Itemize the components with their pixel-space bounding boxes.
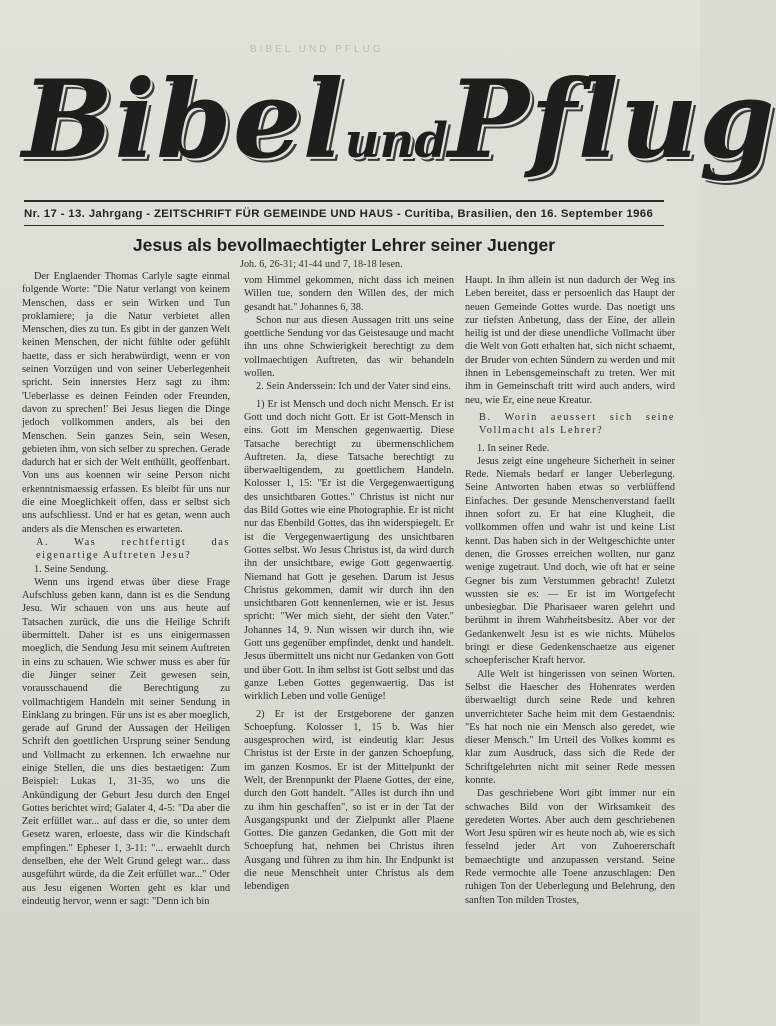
title-small: und xyxy=(344,113,448,169)
title-end: Pflug xyxy=(447,57,776,183)
paragraph: vom Himmel gekommen, nicht dass ich meinen Willen tue, sondern den Willen des, der mich gesandt hat." Johannes 6, 38. xyxy=(244,275,454,313)
title-main: Bibel xyxy=(22,57,345,183)
scripture-reference: Joh. 6, 26-31; 41-44 und 7, 18-18 lesen. xyxy=(240,259,403,270)
article-headline: Jesus als bevollmaechtigter Lehrer seiner Juenger xyxy=(132,235,556,255)
paragraph: 2) Er ist der Erstgeborene der ganzen Schoepfung. Kolosser 1, 15 b. Was hier ausgesprochen wird, ist eindeutig klar: Jesus Christus ist der Erste in der ganzen Schoepfung, im ganzen Kosmos. Er ist der Mittelpunkt der Welt, der Brennpunkt der Plaene Gottes, der eine, durch den Gott handelt. "Alles ist durch ihn und zu ihm hin geschaffen", so ist er in der Tat der Ausgangspunkt und der Zielpunkt aller Plaene Gottes. Die ganzen Gedanken, die Gott mit der Schoepfung hat, nehmen bei Christus ihren Ausgang und führen zu ihm hin. Ihr Endpunkt ist die neue Menschheit unter Christus als dem lebendigen xyxy=(244,708,454,893)
masthead xyxy=(0,40,776,205)
text-column-3 xyxy=(465,274,675,1026)
subsection-heading: 1. In seiner Rede. xyxy=(477,442,550,454)
paragraph: Schon nur aus diesen Aussagen tritt uns seine goettliche Sendung vor das Geistesauge und macht ihn uns ohne Schwierigkeit berechtigt zu dem vollmaechtigen Auftreten, das wir behandeln wollen. xyxy=(244,314,454,380)
ghost-line: BIBEL UND PFLUG xyxy=(250,44,384,55)
subsection-heading: 1. Seine Sendung. xyxy=(34,563,109,575)
paragraph: Alle Welt ist hingerissen von seinen Worten. Selbst die Haescher des Hohenrates werden überwaeltigt durch seine Rede und kehren unverrichteter Sache heim mit dem Gestaendnis: "Es hat noch nie ein Mensch also geredet, wie dieser Mensch." Im Urteil des Volkes kommt es klar zum Ausdruck, dass sich die Rede der Schriftgelehrten nicht mit seiner Rede messen konnte. xyxy=(465,668,675,786)
section-heading: B. Worin aeussert sich seine Vollmacht als Lehrer? xyxy=(479,411,675,437)
issue-line: Nr. 17 - 13. Jahrgang - ZEITSCHRIFT FÜR GEMEINDE UND HAUS - Curitiba, Brasilien, den 16. September 1966 xyxy=(24,208,654,220)
paragraph: Das geschriebene Wort gibt immer nur ein schwaches Bild von der Wirksamkeit des geredeten Wortes. Aber auch dem geschriebenen Wort Jesu spüren wir es heute noch ab, wie es sich fesselnd jeder Art von Zuhoererschaft bemaechtigte und anzupassen verstand. Seine Rede vermochte alle Toene anzuschlagen: Den ruhigen Ton der Ueberlegung und Belehrung, den sanften Ton milden Trostes, xyxy=(465,788,675,906)
paragraph: Haupt. In ihm allein ist nun dadurch der Weg ins Leben bereitet, dass er persoenlich das Haupt der neuen Gemeinde Gottes wurde. Das noetigt uns zur tiefsten Anbetung, dass der Eine, der allein heilig ist und der diese unendliche Vollmacht über die Welt von Gott erhalten hat, sich nicht schaemt, der Bruder von echten Sündern zu werden und mit ihnen in Lebensgemeinschaft zu treten. Wer mit ihm in Gemeinschaft tritt wird auch anders, wird neu, wie Er, eine neue Kreatur. xyxy=(465,275,675,406)
masthead-rule-bottom xyxy=(24,225,664,226)
paragraph: 1) Er ist Mensch und doch nicht Mensch. Er ist Gott und doch nicht Gott. Er ist Gott-Mensch in eins. Gott im Menschen gegenwaertig. Diese Tatsache berechtigt zu übermenschlichem Auftreten. Ja, diese Tatsache berechtigt zu überwaeltigendem, zu goettlichem Handeln. Kolosser 1, 15: "Er ist die Vergegenwaertigung des unsichtbaren Gottes." Christus ist nicht nur das Bild Gottes wie eine Photographie. Er ist nicht nur das Ebenbild Gottes, das ihn widerspiegelt. Er ist die Vergegenwaertigung des unsichtbaren Gottes selbst. Wo Jesus Christus ist, da wird durch ihn der unsichtbare, ewige Gott gegenwaertig. Niemand hat Gott je gesehen. Darum ist Jesus Christus gekommen, damit wir durch ihn den unsichtbaren Gott kennenlernen, wie er ist. Jesus spricht: "Wer mich sieht, der sieht den Vater." Johannes 14, 9. Nun wissen wir durch ihn, wie Gott uns gegenüber empfindet, denkt und handelt. Jesus übermittelt uns nicht nur Gedanken von Gott und über Gott. In ihm selbst ist Gott selbst und das ganze Leben Gottes gegenwaertig. Das ist wirklich Leben und volle Genüge! xyxy=(244,398,454,703)
section-heading: A. Was rechtfertigt das eigenartige Auftreten Jesu? xyxy=(36,536,230,562)
paragraph: Jesus zeigt eine ungeheure Sicherheit in seiner Rede. Niemals bedarf er langer Ueberlegung. Seine Antworten haben etwas so verblüffend Einfaches. Der gesunde Menschenverstand faellt ihnen sofort zu. Er hat eine Klugheit, die vollkommen offen und wahr ist und keine List kennt. Das haben sich in der Weltgeschichte unter denen, die Grosses erreichen wollten, nur ganz wenige zugetraut. Und doch, wie oft hat er seine Gegner bis zum Verstummen gebracht! Zuletzt wussten sie es: — Er ist im Wortgefecht unbesiegbar. Die Pharisaeer waren gelehrt und berühmt in ihrem Wahrheitsbesitz. Aber vor der Gedankenwelt Jesu ist es wie nichts. Mühelos bringt er diese Gedenkenschaetze aus eigener schoepferischer Kraft hervor. xyxy=(465,455,675,667)
masthead-rule-top xyxy=(24,200,664,202)
masthead-title xyxy=(22,45,776,205)
text-column-2 xyxy=(244,274,454,1026)
paragraph: Wenn uns irgend etwas über diese Frage Aufschluss geben kann, dann ist es die Sendung Jesu. Wir schauen von uns aus heute auf Tatsachen zurück, die uns die Heilige Schrift übermittelt. Daher ist es uns einigermassen moeglich, die Sendung Jesu mit seinem Auftreten in eins zu schauen. Wie schwer muss es aber für die Jünger seiner Zeit gewesen sein, vorausschauend die Berechtigung zu vollmachtigem Handeln mit seiner Sendung in Einklang zu bringen. Für uns ist es aber moeglich, gerade auf Grund der Aussagen der Heiligen Schrift den goettlichen Ursprung seiner Sendung und Vollmacht zu erkennen. Ich erwaehne nur einige Stellen, die uns dies bestaetigen: Zum Beispiel: Lukas 1, 31-35, wo uns die Ankündigung der Geburt Jesu durch den Engel Gottes berichtet wird; Galater 4, 4-5: "Da aber die Zeit erfüllet war... auf dass er die, so unter dem Gesetz waren, erloeste, dass wir die Kindschaft empfingen." Epheser 1, 3-11: "... erwaehlt durch denselben, ehe der Welt Grund gelegt war... dass ausgeführt würde, da die Zeit erfüllet war..." Oder aus Jesu eigenen Worten geht es klar und eindeutig hervor, wenn er sagt: "Denn ich bin xyxy=(22,576,230,907)
text-column-1 xyxy=(22,270,230,1022)
subsection-heading: 2. Sein Anderssein: Ich und der Vater sind eins. xyxy=(256,381,451,393)
paragraph: Der Englaender Thomas Carlyle sagte einmal folgende Worte: "Die Natur verlangt von keinem Menschen, dass er sein Wirken und Tun proklamiere; ja die Natur verbietet allen Menschen, dies zu tun. Es gibt in der ganzen Welt keinen Menschen, der nicht fühlte oder gefühlt haette, dass er sich herabwürdigt, wenn er von seinen Vorzügen und von seiner Ueberlegenheit spricht. Sein innerstes Herz sagt zu ihm: 'Ueberlasse es deinen Feinden oder Freunden, davon zu sprechen!' Bei Jesus liegen die Dinge jedoch vollkommen anders, als bei den Menschen. Sein ganzes Sein, sein Wesen, gebieten ihm, von sich selber zu sprechen. Gerade dadurch hat er sich der Welt enthüllt, geoffenbart. Von uns aus koennen wir seine Person nicht erkenntnismaessig erfassen. Es bleibt für uns nur die eine Moeglichkeit offen, dass er selbst sich uns aufschliesst. Und er hat es getan, wenn auch anders als die Menschen es erwarteten. xyxy=(22,271,230,535)
